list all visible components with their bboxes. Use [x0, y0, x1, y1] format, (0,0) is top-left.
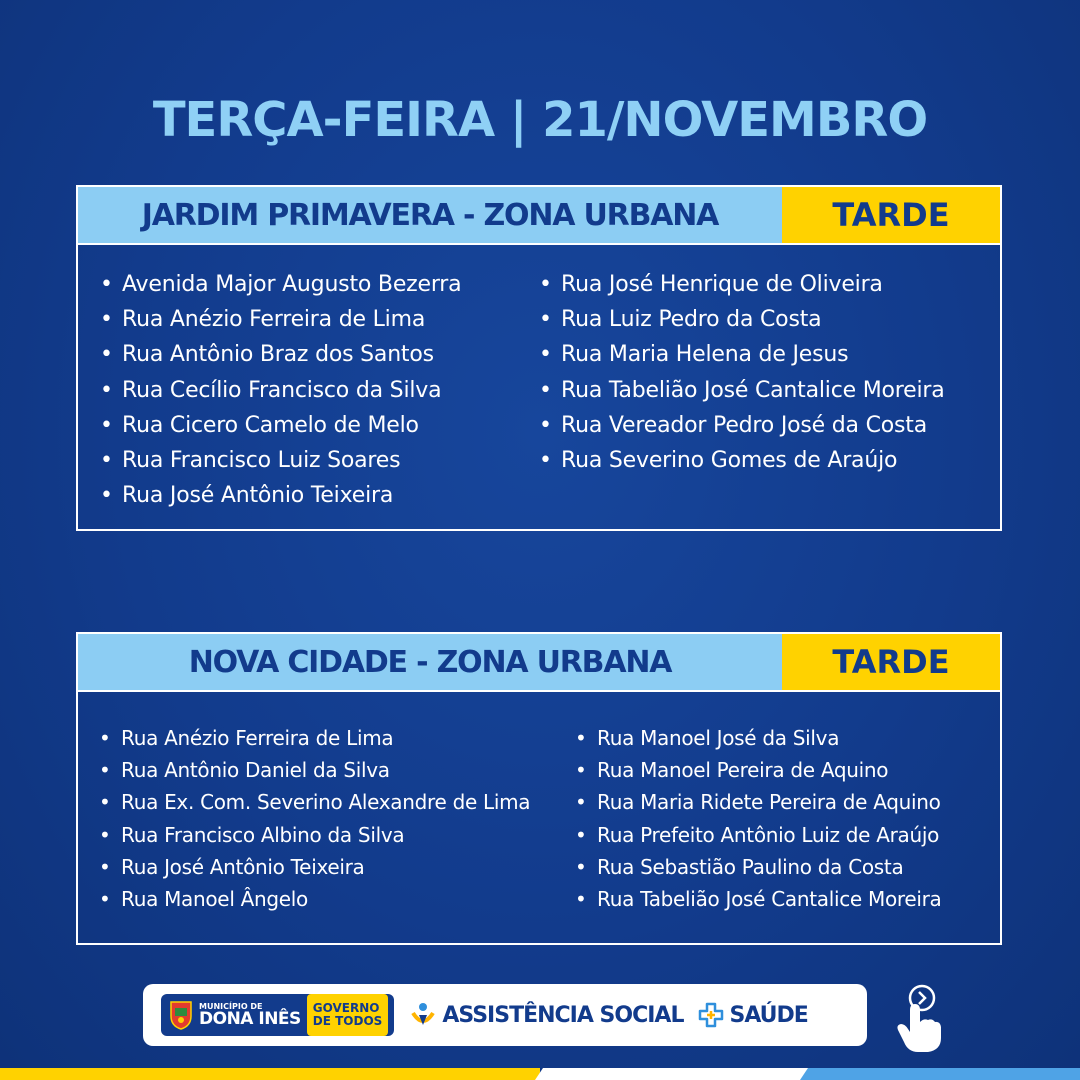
- health-cross-icon: [697, 1001, 725, 1029]
- list-item: • Rua Francisco Luiz Soares: [100, 443, 461, 478]
- list-item: • Rua Antônio Daniel da Silva: [99, 754, 530, 786]
- list-item: • Rua Luiz Pedro da Costa: [539, 302, 945, 337]
- street-list-left: [99, 722, 530, 915]
- zone-label: NOVA CIDADE - ZONA URBANA: [78, 634, 782, 690]
- list-item: • Rua Tabelião José Cantalice Moreira: [575, 883, 942, 915]
- footer-logo-bar: [143, 984, 867, 1046]
- list-item: • Rua Vereador Pedro José da Costa: [539, 408, 945, 443]
- bottom-stripe-blue: [800, 1068, 1080, 1080]
- street-list-right: [575, 722, 942, 915]
- governo-line-2: DE TODOS: [312, 1014, 383, 1028]
- schedule-block-jardim-primavera: [76, 185, 1002, 531]
- list-item: • Rua Maria Ridete Pereira de Aquino: [575, 786, 942, 818]
- list-item: • Rua José Antônio Teixeira: [99, 851, 530, 883]
- list-item: • Rua Severino Gomes de Araújo: [539, 443, 945, 478]
- zone-label: JARDIM PRIMAVERA - ZONA URBANA: [78, 187, 782, 243]
- block-header: [78, 187, 1000, 245]
- bottom-stripe-white: [535, 1068, 810, 1080]
- municipio-text: [199, 1003, 301, 1028]
- municipal-seal-icon: [167, 1000, 195, 1030]
- person-care-icon: [410, 1001, 436, 1029]
- bottom-stripe-yellow: [0, 1068, 540, 1080]
- page-title: TERÇA-FEIRA | 21/NOVEMBRO: [152, 92, 928, 148]
- street-list-left: [100, 267, 461, 513]
- schedule-block-nova-cidade: [76, 632, 1002, 945]
- saude-logo: [697, 1001, 807, 1029]
- governo-line-1: GOVERNO: [312, 1001, 380, 1016]
- list-item: • Rua Tabelião José Cantalice Moreira: [539, 373, 945, 408]
- period-label: TARDE: [782, 634, 1000, 690]
- municipio-small: MUNICÍPIO DE: [199, 1001, 263, 1011]
- list-item: • Rua Prefeito Antônio Luiz de Araújo: [575, 819, 942, 851]
- list-item: • Rua Anézio Ferreira de Lima: [100, 302, 461, 337]
- municipio-logo: [161, 994, 394, 1036]
- list-item: • Rua Manoel José da Silva: [575, 722, 942, 754]
- list-item: • Rua Ex. Com. Severino Alexandre de Lima: [99, 786, 530, 818]
- municipio-name: DONA INÊS: [199, 1008, 301, 1029]
- list-item: • Rua Maria Helena de Jesus: [539, 337, 945, 372]
- assistencia-label: ASSISTÊNCIA SOCIAL: [442, 1002, 684, 1028]
- list-item: • Rua Cicero Camelo de Melo: [100, 408, 461, 443]
- street-list-right: [539, 267, 945, 478]
- list-item: • Rua Sebastião Paulino da Costa: [575, 851, 942, 883]
- list-item: • Rua Manoel Pereira de Aquino: [575, 754, 942, 786]
- period-label: TARDE: [782, 187, 1000, 243]
- list-item: • Rua Cecílio Francisco da Silva: [100, 373, 461, 408]
- list-item: • Avenida Major Augusto Bezerra: [100, 267, 461, 302]
- list-item: • Rua Antônio Braz dos Santos: [100, 337, 461, 372]
- pointer-hand-next-icon[interactable]: [888, 982, 948, 1054]
- list-item: • Rua Manoel Ângelo: [99, 883, 530, 915]
- list-item: • Rua Anézio Ferreira de Lima: [99, 722, 530, 754]
- assistencia-social-logo: [410, 1001, 683, 1029]
- saude-label: SAÚDE: [729, 1002, 808, 1028]
- block-header: [78, 634, 1000, 692]
- list-item: • Rua José Henrique de Oliveira: [539, 267, 945, 302]
- list-item: • Rua José Antônio Teixeira: [100, 478, 461, 513]
- list-item: • Rua Francisco Albino da Silva: [99, 819, 530, 851]
- governo-badge: [307, 994, 389, 1036]
